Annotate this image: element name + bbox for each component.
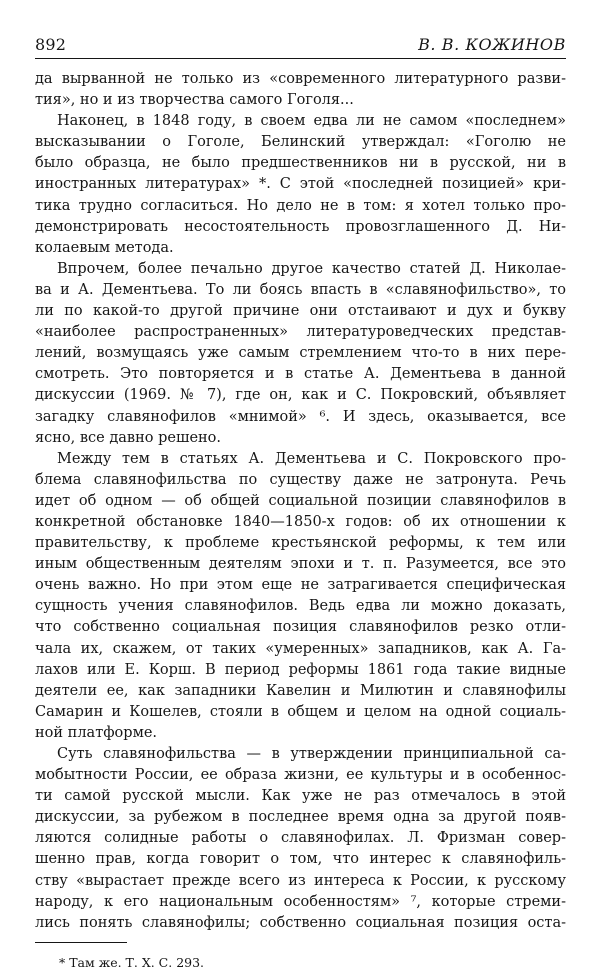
- paragraph: [35, 449, 566, 744]
- text-line: что собственно социальная позиция славянофилов резко отли-: [35, 619, 566, 636]
- text-line: дискуссии, за рубежом в последнее время одна за другой появ-: [35, 809, 566, 826]
- text-line: Впрочем, более печально другое качество статей Д. Николае-: [57, 260, 566, 277]
- text-line: лений, возмущаясь уже самым стремлением что-то в них пере-: [35, 345, 566, 362]
- text-line: ва и А. Дементьева. То ли боясь впасть в «славянофильство», то: [35, 281, 566, 298]
- text-line: было образца, не было предшественников ни в русской, ни в: [35, 155, 566, 172]
- text-line: смотреть. Это повторяется и в статье А. Дементьева в данной: [35, 366, 566, 383]
- text-line: лись понять славянофилы; собственно социальная позиция оста-: [35, 914, 566, 931]
- paragraph: [35, 259, 566, 449]
- paragraph: [35, 111, 566, 259]
- text-line: загадку славянофилов «мнимой» ⁶. И здесь, оказывается, все: [35, 408, 566, 425]
- text-line: тия», но и из творчества самого Гоголя...: [35, 92, 354, 109]
- running-head-author: В. В. КОЖИНОВ: [418, 35, 566, 54]
- text-line: очень важно. Но при этом еще не затрагивается специфическая: [35, 577, 566, 594]
- text-line: чала их, скажем, от таких «умеренных» западников, как А. Га-: [35, 640, 566, 657]
- text-line: ству «вырастает прежде всего из интереса к России, к русскому: [35, 872, 566, 889]
- footnote: * Там же. Т. X. С. 293.: [59, 954, 205, 970]
- text-line: конкретной обстановке 1840—1850-х годов: об их отношении к: [35, 513, 566, 530]
- page-number: 892: [35, 35, 67, 54]
- text-line: ной платформе.: [35, 724, 158, 741]
- text-line: дискуссии (1969. № 7), где он, как и С. Покровский, объявляет: [35, 387, 566, 404]
- text-line: ти самой русской мысли. Как уже не раз отмечалось в этой: [35, 788, 566, 805]
- paragraph: [35, 744, 566, 934]
- text-line: Суть славянофильства — в утверждении принципиальной са-: [57, 746, 566, 762]
- text-line: высказывании о Гоголе, Белинский утверждал: «Гоголю не: [35, 134, 566, 151]
- text-line: блема славянофильства по существу даже не затронута. Речь: [35, 471, 566, 488]
- text-line: лахов или Е. Корш. В период реформы 1861 года такие видные: [35, 661, 566, 678]
- text-line: народу, к его национальным особенностям» ⁷, которые стреми-: [35, 893, 566, 910]
- text-line: иным общественным деятелям эпохи и т. п. Разумеется, все это: [35, 556, 566, 573]
- page-header: [35, 36, 566, 59]
- text-line: мобытности России, ее образа жизни, ее культуры и в особеннос-: [35, 767, 566, 784]
- text-line: шенно прав, когда говорит о том, что интерес к славянофиль-: [35, 851, 566, 868]
- text-line: ляются солидные работы о славянофилах. Л. Фризман совер-: [35, 830, 566, 847]
- text-line: «наиболее распространенных» литературоведческих представ-: [35, 324, 566, 341]
- text-line: да вырванной не только из «современного литературного разви-: [35, 71, 566, 87]
- text-line: тика трудно согласиться. Но дело не в том: я хотел только про-: [35, 197, 566, 214]
- paragraph: [35, 69, 566, 111]
- text-line: иностранных литературах» *. С этой «последней позицией» кри-: [35, 176, 566, 193]
- text-line: ли по какой-то другой причине они отстаивают и дух и букву: [35, 303, 566, 320]
- footnote-divider: [35, 942, 127, 943]
- text-line: сущность учения славянофилов. Ведь едва ли можно доказать,: [35, 598, 566, 615]
- text-line: правительству, к проблеме крестьянской реформы, к тем или: [35, 535, 566, 552]
- text-line: колаевым метода.: [35, 239, 174, 256]
- text-line: демонстрировать несостоятельность провозглашенного Д. Ни-: [35, 218, 566, 235]
- text-line: ясно, все давно решено.: [35, 429, 222, 446]
- text-line: Самарин и Кошелев, стояли в общем и целом на одной социаль-: [35, 703, 566, 720]
- text-line: Между тем в статьях А. Дементьева и С. Покровского про-: [57, 450, 566, 467]
- body-text: [35, 69, 566, 934]
- text-line: деятели ее, как западники Кавелин и Милютин и славянофилы: [35, 682, 566, 699]
- text-line: идет об одном — об общей социальной позиции славянофилов в: [35, 492, 566, 509]
- text-line: Наконец, в 1848 году, в своем едва ли не самом «последнем»: [57, 113, 566, 130]
